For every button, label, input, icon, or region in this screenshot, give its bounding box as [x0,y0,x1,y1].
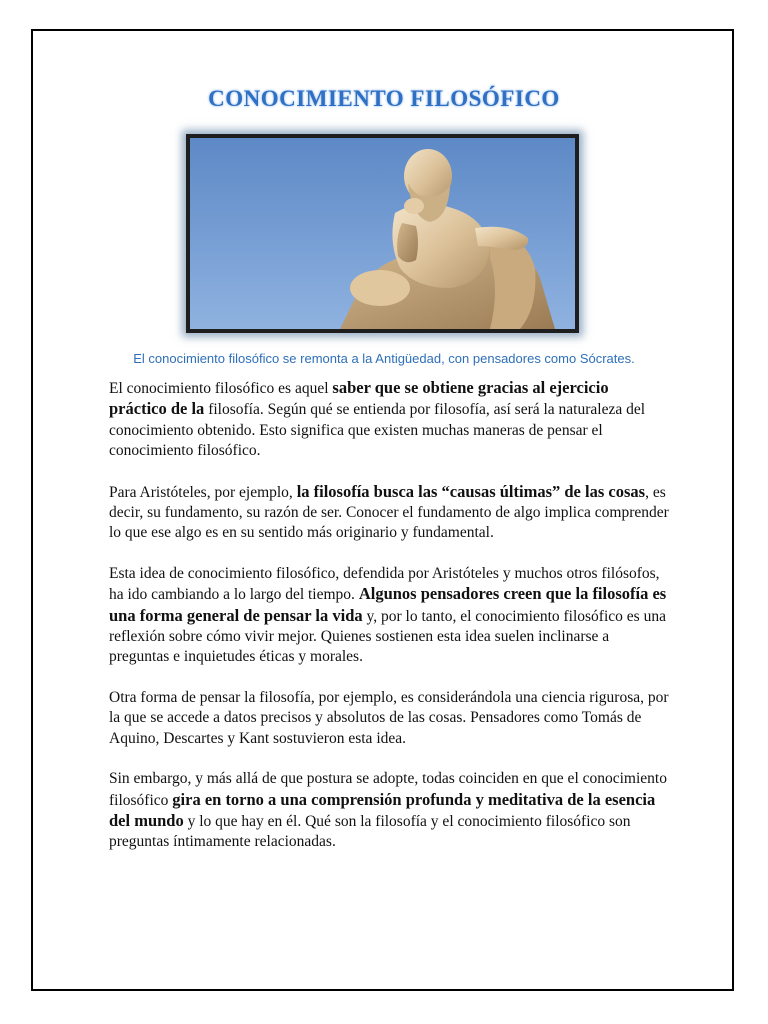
image-caption: El conocimiento filosófico se remonta a la Antigüedad, con pensadores como Sócrates. [133,351,635,366]
document-title: CONOCIMIENTO FILOSÓFICO [208,86,560,111]
statue-image-icon [190,138,575,329]
paragraph-text: y, por lo tanto, el conocimiento filosófico es una reflexión sobre cómo vivir mejor. Quienes sostienen esta idea suelen inclinarse a preguntas e inquietudes éticas y morales. [109,607,666,666]
paragraph-4 [109,688,669,749]
paragraph-bold-text: gira en torno a una comprensión profunda y meditativa de la esencia del mundo [109,789,656,830]
paragraph-text: Esta idea de conocimiento filosófico, defendida por Aristóteles y muchos otros filósofos, ha ido cambiando a lo largo del tiempo. [109,564,660,604]
paragraph-bold-text: Algunos pensadores creen que la filosofía es una forma general de pensar la vida [109,584,667,625]
socrates-statue-photo [186,134,579,333]
paragraph-text: Sin embargo, y más allá de que postura se adopte, todas coinciden en que el conocimiento filosófico [109,770,667,809]
paragraph-text: Otra forma de pensar la filosofía, por ejemplo, es considerándola una ciencia rigurosa, por la que se accede a datos precisos y absolutos de las cosas. Pensadores como Tomás de Aquino, Descartes y Kant sostuvieron esta idea. [109,688,669,747]
paragraph-2 [109,482,669,544]
paragraph-1 [109,378,669,462]
article-body [109,378,669,873]
paragraph-bold-text: saber que se obtiene gracias al ejercicio práctico de la [109,378,609,419]
paragraph-text: filosofía. Según qué se entienda por filosofía, así será la naturaleza del conocimiento obtenido. Esto significa que existen muchas maneras de pensar el conocimiento filosófico. [109,401,646,460]
paragraph-text: El conocimiento filosófico es aquel [109,380,333,397]
paragraph-text: , es decir, su fundamento, su razón de ser. Conocer el fundamento de algo implica comprender lo que ese algo es en su sentido más originario y fundamental. [109,483,669,542]
paragraph-5 [109,769,669,853]
paragraph-bold-text: la filosofía busca las “causas últimas” de las cosas [296,481,646,501]
paragraph-text: Para Aristóteles, por ejemplo, [109,483,297,501]
paragraph-text: y lo que hay en él. Qué son la filosofía y el conocimiento filosófico son preguntas íntimamente relacionadas. [109,812,631,851]
paragraph-3 [109,564,669,668]
